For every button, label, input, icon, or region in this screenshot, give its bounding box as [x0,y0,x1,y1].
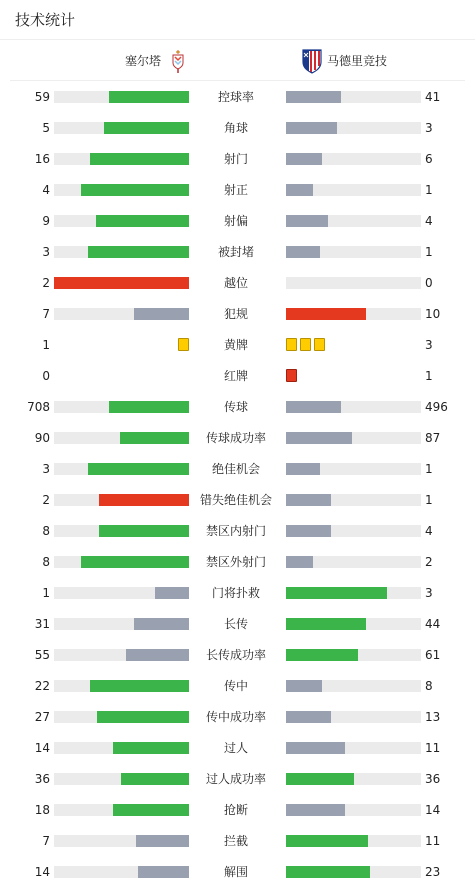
home-stat-value: 8 [42,555,50,569]
away-stat-bar-fill [286,649,358,661]
home-stat-bar [54,401,189,413]
away-stat-bar [286,122,421,134]
away-stat-bar [286,618,421,630]
home-stat-bar-fill [121,773,189,785]
home-stat-bar-fill [134,618,189,630]
away-stat-bar [286,587,421,599]
stat-row [0,825,475,856]
stat-row [0,298,475,329]
stat-label: 过人成功率 [205,772,266,786]
stat-label: 黄牌 [223,338,248,352]
away-stat-value: 36 [425,772,441,786]
home-stat-value: 9 [42,214,50,228]
home-stat-bar [54,742,189,754]
away-stat-bar [286,556,421,568]
away-stat-value: 1 [425,462,433,476]
home-stat-bar-fill [81,184,189,196]
stat-label: 射正 [223,183,248,197]
away-stat-bar [286,711,421,723]
away-stat-value: 13 [425,710,441,724]
stat-row [0,236,475,267]
away-stat-value: 496 [425,400,448,414]
home-stat-bar-fill [88,246,189,258]
away-stat-bar-fill [286,742,345,754]
home-stat-value: 22 [34,679,50,693]
home-stat-bar [54,587,189,599]
away-stat-value: 41 [425,90,441,104]
stat-row [0,112,475,143]
home-stat-value: 1 [42,338,50,352]
away-stat-bar-fill [286,618,366,630]
red-card-icon [286,369,297,382]
home-stat-bar [54,184,189,196]
yellow-card-icon [314,338,325,351]
stat-label: 传球成功率 [205,431,266,445]
home-stat-bar-fill [138,866,189,878]
home-stat-value: 7 [42,307,50,321]
home-stat-bar [54,618,189,630]
home-stat-value: 5 [42,121,50,135]
away-stat-bar [286,153,421,165]
yellow-card-icon [300,338,311,351]
stat-row [0,577,475,608]
away-stat-bar-fill [286,525,331,537]
yellow-card-icon [286,338,297,351]
away-stat-bar-fill [286,587,387,599]
away-stat-bar [286,525,421,537]
home-stat-bar-fill [136,835,189,847]
stat-row [0,143,475,174]
away-stat-value: 44 [425,617,441,631]
away-stat-bar [286,308,421,320]
away-stat-bar-fill [286,804,345,816]
stat-row [0,391,475,422]
away-stat-bar [286,91,421,103]
away-stat-bar [286,866,421,878]
home-stat-value: 55 [34,648,50,662]
stat-row [0,329,475,360]
home-stat-bar-fill [109,91,189,103]
stat-label: 抢断 [223,803,248,817]
home-stat-value: 14 [34,865,50,879]
home-stat-value: 7 [42,834,50,848]
away-stat-value: 3 [425,586,433,600]
home-stat-value: 2 [42,493,50,507]
away-stat-value: 2 [425,555,433,569]
home-stat-bar [54,153,189,165]
away-stat-value: 4 [425,214,433,228]
away-stat-bar-fill [286,711,331,723]
away-stat-value: 11 [425,834,441,848]
away-stat-value: 87 [425,431,441,445]
home-stat-bar-fill [134,308,189,320]
home-stat-bar-fill [104,122,189,134]
stat-row [0,422,475,453]
away-team[interactable] [291,40,387,80]
stat-label: 过人 [223,741,248,755]
away-stat-bar-fill [286,122,337,134]
away-stat-bar-fill [286,432,352,444]
home-stat-value: 14 [34,741,50,755]
home-stat-bar [54,866,189,878]
home-stat-bar-fill [54,277,189,289]
away-stat-bar-fill [286,308,366,320]
celta-crest-icon [167,48,189,72]
away-stat-value: 1 [425,369,433,383]
home-stat-value: 3 [42,245,50,259]
stat-label: 射偏 [223,214,248,228]
away-stat-bar-fill [286,184,313,196]
away-stat-bar-fill [286,246,320,258]
stat-label: 禁区内射门 [205,524,266,538]
home-stat-bar [54,525,189,537]
home-stat-bar-fill [120,432,189,444]
away-stat-bar [286,401,421,413]
home-stat-bar-fill [155,587,189,599]
stat-label: 长传 [223,617,248,631]
home-stat-bar [54,773,189,785]
away-stat-bar [286,184,421,196]
away-team-name: 马德里竞技 [327,53,388,68]
stat-label: 红牌 [223,369,248,383]
home-stat-bar [54,432,189,444]
away-stat-bar-fill [286,494,331,506]
home-stat-bar [54,308,189,320]
away-stat-value: 0 [425,276,433,290]
away-stat-value: 4 [425,524,433,538]
home-stat-bar-fill [113,804,189,816]
home-stat-bar [54,463,189,475]
stat-row [0,732,475,763]
home-stat-bar-fill [97,711,189,723]
stat-row [0,546,475,577]
away-stat-bar-fill [286,866,370,878]
away-stat-bar-fill [286,463,320,475]
home-stat-value: 2 [42,276,50,290]
teams-header [10,40,465,81]
home-stat-bar-fill [113,742,189,754]
home-stat-bar [54,277,189,289]
home-stat-value: 31 [34,617,50,631]
stats-list [0,81,475,887]
stat-row [0,856,475,887]
home-stat-value: 708 [27,400,50,414]
stat-row [0,484,475,515]
away-stat-bar-fill [286,91,341,103]
home-stat-bar [54,494,189,506]
away-stat-value: 6 [425,152,433,166]
home-stat-value: 27 [34,710,50,724]
away-stat-bar [286,432,421,444]
away-stat-bar-fill [286,401,341,413]
away-stat-value: 23 [425,865,441,879]
away-stat-bar [286,246,421,258]
stat-label: 越位 [223,276,248,290]
home-stat-bar-fill [126,649,189,661]
home-stat-bar [54,711,189,723]
away-stat-bar [286,215,421,227]
home-stat-bar-fill [90,153,189,165]
away-stat-value: 1 [425,245,433,259]
home-stat-bar [54,835,189,847]
home-stat-bar [54,91,189,103]
home-stat-bar-fill [90,680,189,692]
away-stat-bar-fill [286,835,368,847]
stat-label: 拦截 [223,834,248,848]
away-stat-bar [286,773,421,785]
stat-row [0,360,475,391]
stat-row [0,639,475,670]
home-stat-value: 4 [42,183,50,197]
atletico-crest-icon [301,48,323,72]
away-stat-bar [286,680,421,692]
page-title: 技术统计 [0,0,475,40]
stat-row [0,515,475,546]
stat-row [0,174,475,205]
stat-label: 传中 [223,679,248,693]
stat-row [0,794,475,825]
away-stat-value: 14 [425,803,441,817]
stat-label: 错失绝佳机会 [199,493,272,507]
away-stat-bar [286,804,421,816]
away-stat-bar [286,463,421,475]
home-stat-value: 3 [42,462,50,476]
stat-label: 传球 [223,400,248,414]
stat-label: 门将扑救 [211,586,260,600]
home-team[interactable] [125,40,195,80]
home-stat-value: 18 [34,803,50,817]
home-stat-bar-fill [88,463,189,475]
home-stat-value: 90 [34,431,50,445]
away-stat-bar-fill [286,556,313,568]
away-stat-value: 8 [425,679,433,693]
stat-label: 犯规 [223,307,248,321]
home-stat-bar [54,215,189,227]
away-stat-bar-fill [286,153,322,165]
away-stat-value: 11 [425,741,441,755]
away-stat-value: 3 [425,338,433,352]
stat-row [0,763,475,794]
away-stat-bar-fill [286,773,354,785]
away-stat-bar [286,835,421,847]
stat-row [0,701,475,732]
home-stat-bar [54,804,189,816]
home-stat-bar-fill [81,556,189,568]
stat-label: 被封堵 [217,245,254,259]
stat-label: 角球 [223,121,248,135]
home-stat-bar [54,556,189,568]
away-stat-bar [286,277,421,289]
home-stat-value: 0 [42,369,50,383]
away-stat-value: 3 [425,121,433,135]
stat-row [0,670,475,701]
stat-label: 解围 [223,865,248,879]
home-stat-bar-fill [99,494,189,506]
stat-label: 射门 [223,152,248,166]
home-stat-value: 16 [34,152,50,166]
stat-row [0,267,475,298]
stat-row [0,453,475,484]
home-stat-value: 59 [34,90,50,104]
stat-label: 绝佳机会 [211,462,260,476]
away-stat-value: 10 [425,307,441,321]
stat-label: 长传成功率 [205,648,266,662]
stat-row [0,205,475,236]
stat-label: 传中成功率 [205,710,266,724]
home-stat-bar [54,246,189,258]
home-stat-bar [54,680,189,692]
home-stat-value: 36 [34,772,50,786]
away-stat-value: 1 [425,493,433,507]
home-stat-bar-fill [99,525,189,537]
home-team-name: 塞尔塔 [125,53,162,68]
away-stat-bar [286,649,421,661]
away-stat-value: 61 [425,648,441,662]
home-stat-bar-fill [109,401,189,413]
stat-row [0,81,475,112]
home-stat-bar [54,122,189,134]
stat-label: 控球率 [217,90,254,104]
home-stat-value: 1 [42,586,50,600]
away-cards [286,369,297,382]
home-stat-value: 8 [42,524,50,538]
away-stat-bar [286,494,421,506]
away-stat-bar-fill [286,680,322,692]
away-stat-bar-fill [286,215,328,227]
home-stat-bar-fill [96,215,189,227]
away-cards [286,338,325,351]
away-stat-bar [286,742,421,754]
stat-row [0,608,475,639]
stat-label: 禁区外射门 [205,555,266,569]
away-stat-value: 1 [425,183,433,197]
home-stat-bar [54,649,189,661]
